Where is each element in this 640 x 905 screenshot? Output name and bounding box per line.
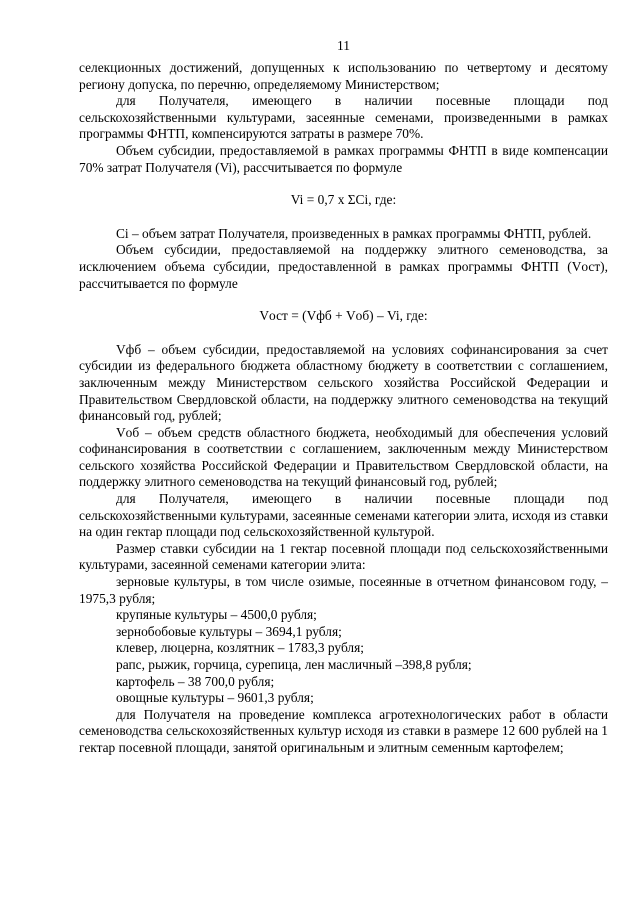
rate-item-potato: картофель – 38 700,0 рубля; bbox=[116, 673, 275, 689]
paragraph-ci-definition: Ci – объем затрат Получателя, произведенных в рамках программы ФНТП, рублей. bbox=[116, 225, 592, 241]
formula-vi: Vi = 0,7 x ΣCi, где: bbox=[290, 192, 397, 208]
paragraph-fntp-subsidy-volume: Объем субсидии, предоставляемой в рамках программы ФНТП в виде компенсации 70% затрат Получателя (Vi), рассчитывается по формуле bbox=[79, 142, 608, 175]
rate-item-oilseed-crops: рапс, рыжик, горчица, сурепица, лен масличный –398,8 рубля; bbox=[116, 657, 472, 672]
paragraph-rate-intro: Размер ставки субсидии на 1 гектар посевной площади под сельскохозяйственными культурами, засеянной семенами категории элита: bbox=[79, 540, 608, 573]
paragraph-elite-seed-subsidy-volume: Объем субсидии, предоставляемой на поддержку элитного семеноводства, за исключением объема субсидии, предоставленной в рамках программы ФНТП (Vост), рассчитывается по формуле bbox=[79, 242, 608, 291]
paragraph-fntp-compensation: для Получателя, имеющего в наличии посевные площади под сельскохозяйственными культурами, засеянные семенами, произведенными в рамках программы ФНТП, компенсируются затраты в размере 70%. bbox=[79, 93, 608, 142]
paragraph-elite-seed-recipient: для Получателя, имеющего в наличии посевные площади под сельскохозяйственными культурами, засеянные семенами категории элита, исходя из ставки на один гектар площади под сельскохозяйственной культурой. bbox=[79, 491, 608, 540]
paragraph-vob-definition: Vоб – объем средств областного бюджета, необходимый для обеспечения условий софинансирования в соответствии с соглашением, заключенным между Министерством сельского хозяйства Российской Федерации и Правительством Свердловской области, на поддержку элитного семеноводства на текущий финансовый год, рублей; bbox=[79, 424, 608, 490]
paragraph-seed-potato-agrotech: для Получателя на проведение комплекса агротехнологических работ в области семеноводства сельскохозяйственных культур исходя из ставки в размере 12 600 рублей на 1 гектар посевной площади, занятой оригинальным и элитным семенным картофелем; bbox=[79, 706, 608, 755]
paragraph-seed-varieties-continuation: селекционных достижений, допущенных к использованию по четвертому и десятому региону допуска, по перечню, определяемому Министерством; bbox=[79, 60, 608, 92]
formula-vost: Vост = (Vфб + Vоб) – Vi, где: bbox=[259, 308, 428, 324]
rate-item-legume-crops: зернобобовые культуры – 3694,1 рубля; bbox=[116, 623, 342, 639]
paragraph-vfb-definition: Vфб – объем субсидии, предоставляемой на условиях софинансирования за счет субсидии из федерального бюджета областному бюджету в соответствии с соглашением, заключенным между Министерством сельского хозяйства Российской Федерации и Правительством Свердловской области, на поддержку элитного семеноводства на текущий финансовый год, рублей; bbox=[79, 341, 608, 424]
rate-item-groat-crops: крупяные культуры – 4500,0 рубля; bbox=[116, 607, 317, 623]
document-body bbox=[79, 60, 608, 757]
rate-item-grain-crops: зерновые культуры, в том числе озимые, посеянные в отчетном финансовом году, – 1975,3 рубля; bbox=[79, 574, 608, 606]
rate-item-vegetable-crops: овощные культуры – 9601,3 рубля; bbox=[116, 690, 314, 706]
rate-item-clover-alfalfa: клевер, люцерна, козлятник – 1783,3 рубля; bbox=[116, 640, 364, 656]
page-number: 11 bbox=[337, 38, 350, 53]
